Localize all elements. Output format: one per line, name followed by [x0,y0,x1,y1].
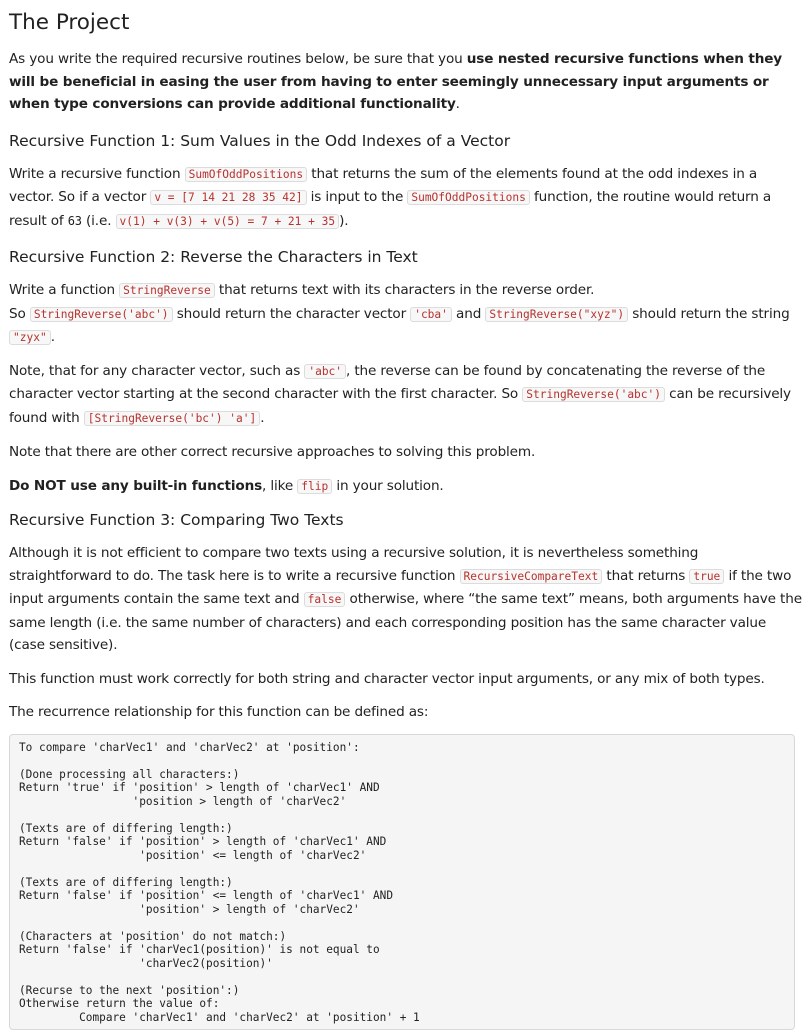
restriction-emphasis: Do NOT use any built-in functions [9,478,262,494]
function2-alternatives-note: Note that there are other correct recursive approaches to solving this problem. [9,441,803,464]
text-segment: if the two input arguments contain the same text and [9,568,791,608]
inline-code: StringReverse('abc') [522,387,665,402]
text-segment: can be recursively found with [9,386,791,426]
text-segment: that returns text with its characters in the reverse order. [215,282,595,298]
inline-code: v(1) + v(3) + v(5) = 7 + 21 + 35 [116,214,340,229]
function2-heading: Recursive Function 2: Reverse the Characters in Text [9,246,803,268]
text-segment: should return the character vector [173,306,411,322]
inline-code: v = [7 14 21 28 35 42] [150,190,306,205]
recurrence-code: To compare 'charVec1' and 'charVec2' at 'position': (Done processing all characters:) Return 'true' if 'position' > length of 'charVec1' AND 'position > length of 'charVec2' (Texts are of differing length:) Return 'false' if 'position' > length of 'charVec1' AND 'position' <= length of 'charVec2' (Texts are of differing length:) Return 'false' if 'position' <= length of 'charVec1' AND 'position' > length of 'charVec2' (Characters at 'position' do not match:) Return 'false' if 'charVec1(position)' is not equal to 'charVec2(position)' (Recurse to the next 'position':) Otherwise return the value of: Compare 'charVec1' and 'charVec2' at 'position' + 1 [19,741,785,1025]
text-segment: and [452,306,485,322]
text-segment: Write a recursive function [9,166,185,182]
inline-code: StringReverse("xyz") [485,307,628,322]
text-segment: otherwise, where “the same text” means, both arguments have the same length (i.e. the same number of characters) and each corresponding position has the same character value (case sensitive). [9,591,802,653]
function1-heading: Recursive Function 1: Sum Values in the Odd Indexes of a Vector [9,130,803,152]
inline-code: RecursiveCompareText [460,569,603,584]
function2-description [9,279,803,350]
text-segment: in your solution. [332,478,443,494]
text-segment: that returns the sum of the elements found at the odd indexes in a vector. So if a vector [9,166,757,206]
text-segment: Write a function [9,282,119,298]
function1-description [9,163,803,234]
text-segment: is input to the [307,189,408,205]
text-segment: So [9,306,30,322]
inline-code: 'cba' [410,307,452,322]
inline-code: flip [297,479,332,494]
function3-heading: Recursive Function 3: Comparing Two Texts [9,509,803,531]
inline-code: SumOfOddPositions [407,190,530,205]
inline-code: 'abc' [304,364,346,379]
text-segment: . [51,329,55,345]
text-segment: should return the string [628,306,789,322]
page-title: The Project [9,8,803,38]
inline-code: true [689,569,724,584]
text-segment: function, the routine would return a result of [9,189,771,229]
intro-tail: . [456,96,460,112]
intro-text: As you write the required recursive routines below, be sure that you [9,51,467,67]
intro-emphasis: use nested recursive functions when they will be beneficial in easing the user from having to enter seemingly unnecessary input arguments or when type conversions can provide additional functionality [9,51,782,112]
text-segment: ). [339,213,348,229]
text-segment: , the reverse can be found by concatenating the reverse of the character vector starting at the second character with the first character. So [9,363,765,403]
inline-code: StringReverse [119,283,215,298]
function2-restriction [9,475,803,499]
recurrence-code-block [9,734,795,1030]
inline-code: [StringReverse('bc') 'a'] [84,411,260,426]
text-segment: (i.e. [82,213,116,229]
intro-paragraph [9,48,803,116]
inline-code: "zyx" [9,330,51,345]
function3-description [9,542,803,657]
text-segment: Note, that for any character vector, such as [9,363,304,379]
text-segment: that returns [602,568,689,584]
function3-types-note: This function must work correctly for both string and character vector input arguments, or any mix of both types. [9,668,803,691]
result-value: 63 [68,214,82,228]
inline-code: StringReverse('abc') [30,307,173,322]
inline-code: SumOfOddPositions [185,167,308,182]
inline-code: false [304,592,346,607]
text-segment: , like [262,478,297,494]
text-segment: Although it is not efficient to compare two texts using a recursive solution, it is nevertheless something straightforward to do. The task here is to write a recursive function [9,545,698,584]
function3-recurrence-intro: The recurrence relationship for this function can be defined as: [9,701,803,724]
text-segment: . [260,410,264,426]
function2-note [9,360,803,431]
